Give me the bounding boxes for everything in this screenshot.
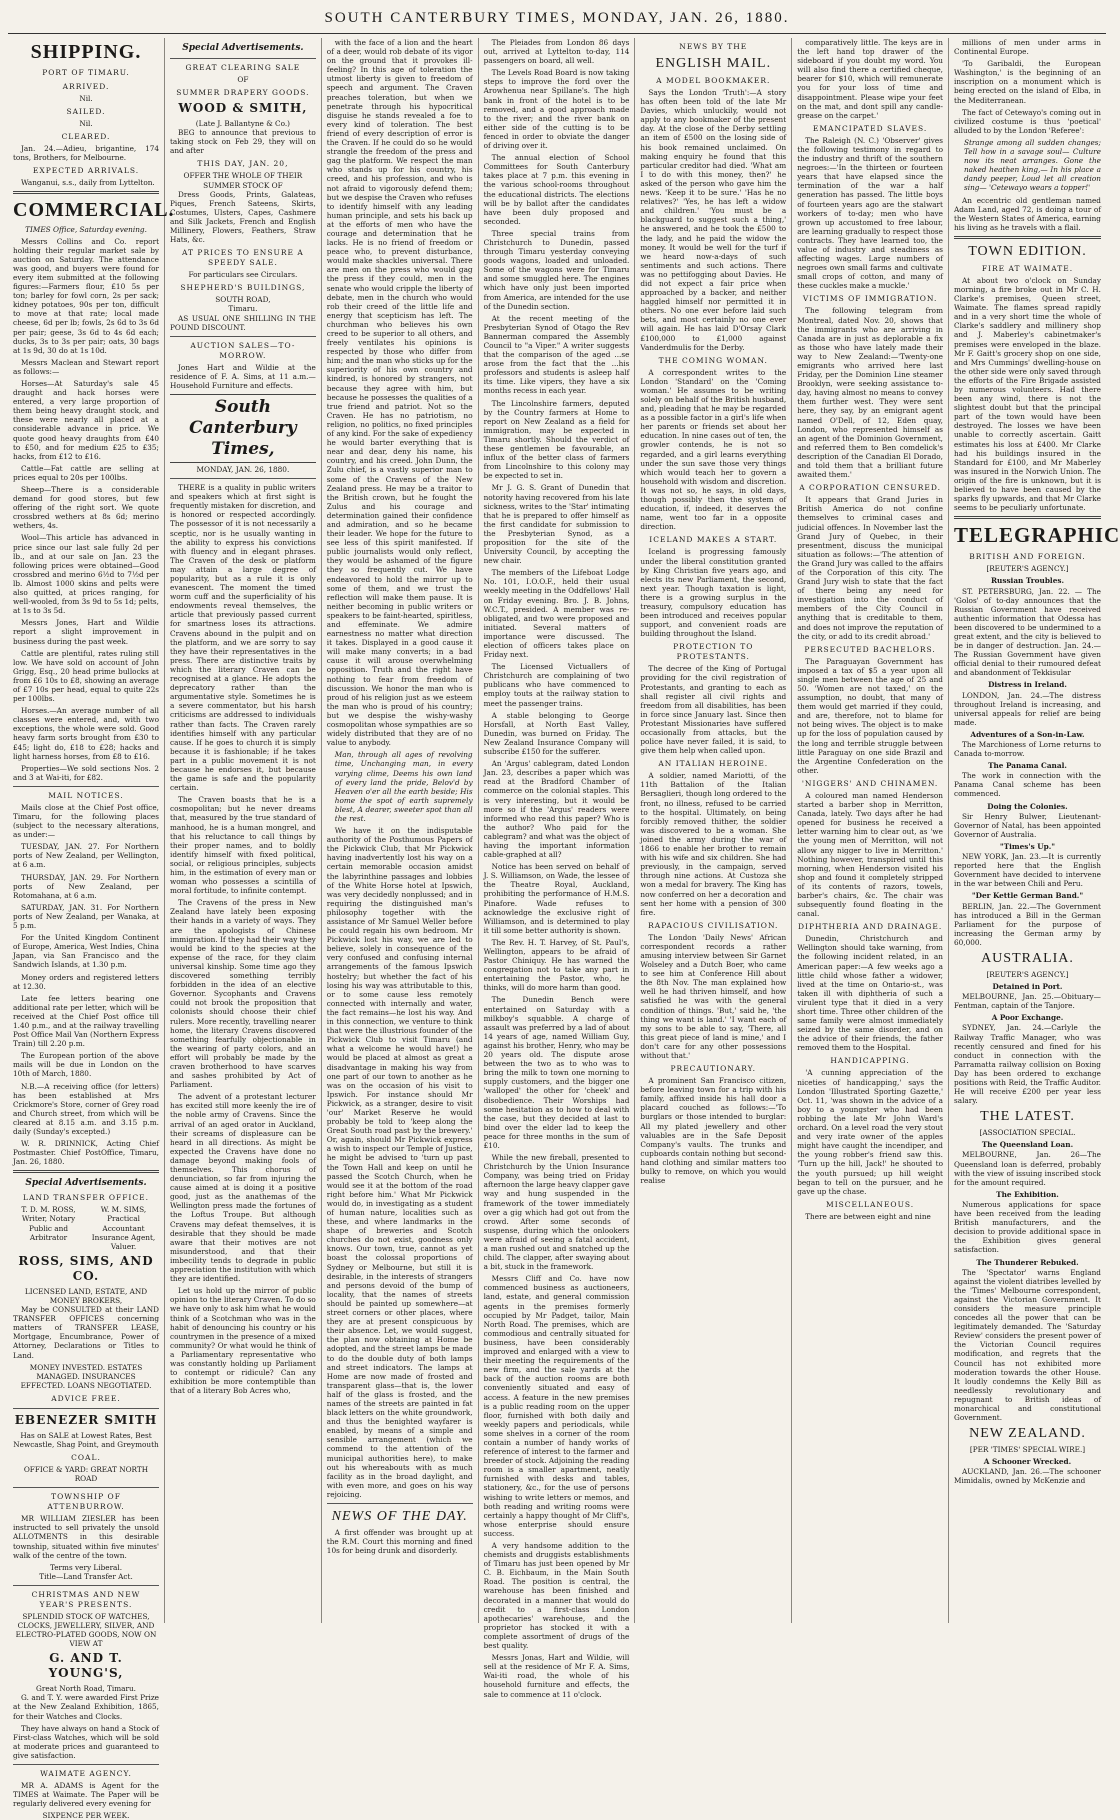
editorial-para: The Craven boasts that he is a cosmopolitan; but he never dreams that, measured by the true standard of manhood, he is a human mongrel, and that his reluctance to call things by their proper names, and to boldly identify himself with fixed political, social, or religious principles, subjects him, in the estimation of every man or woman who possesses a scintilla of moral fortitude, to infinite contempt. (170, 795, 316, 896)
australia-heading: AUSTRALIA. (981, 950, 1074, 966)
news-item: The annual election of School Committees for South Canterbury takes place at 7 p.m. this evening in the various school-rooms throughout the educational districts. The elections will be by ballot after the candidates have been duly proposed and seconded. (483, 153, 630, 226)
column-4 (479, 38, 636, 1699)
news-item: Mr J. G. S. Grant of Dunedin that notority having recovered from his late sickness, writes to the 'Star' intimating that he is prepared to offer himself as the first candidate for submission to the Presbyterian Synod, as a proposition for the site of the University Council, by accepting the new chair. (483, 483, 630, 566)
exchange-heading: A Poor Exchange. (991, 1013, 1064, 1023)
news-item: Messrs Jonas, Hart and Wildie, will sell at the residence of Mr F. A. Sims, Wai-iti road, the whole of his household furniture and effects, the sale to commence at 11 o'clock. (483, 1653, 630, 1699)
misc-heading: MISCELLANEOUS. (826, 1199, 915, 1209)
great-sale: GREAT CLEARING SALE (185, 63, 301, 72)
news-item: A stable belonging to George Horsfall, at North East Valley, Dunedin, was burned on Friday. The New Zealand Insurance Company will subscribe £150 for the sufferer. (483, 710, 630, 757)
news-item: Messrs Cliff and Co. have now commenced business as auctioneers, land, estate, and general commission agents in the premises formerly occupied by Mr Padget, tailor, Main North Road. The premises, which are commodious and centrally situated for business, have been considerably improved and enlarged with a view to their meeting the requirements of the new firm, and the sale yards at the back of the auction rooms are both conveniently situated and easy of access. A feature in the new premises is a public reading room on the upper floor, furnished with both daily and weekly papers and periodicals, while some shelves in a corner of the room contain a number of handy works of reference of interest to the farmer and breeder of stock. Adjoining the reading room is a smaller apartment, neatly furnished with desks and tables, stationery, &c., for the use of persons wishing to write letters or memos, and both reading and writing rooms were certainly a happy thought of Mr Cliff's, whose enterprise should ensure success. (483, 1274, 630, 1538)
paper-date: MONDAY, JAN. 26, 1880. (196, 464, 290, 474)
ross-sub: LICENSED LAND, ESTATE, AND MONEY BROKERS, (24, 1286, 148, 1305)
russian-heading: Russian Troubles. (990, 576, 1064, 586)
persecuted-text: The Paraguayan Government has imposed a tax of $5 a year upon all single men between the age of 25 and 50. 'Women are not taxed,' on the assumption, no doubt, that many of them would get married if they could, and are, therefore, not to blame for not being wives. The object is to make up for the loss of population caused by the long and terrible struggle between little Paraguay on one side Brazil and the Argentine Confederation on the other. (797, 656, 943, 775)
ross-credentials: T. D. M. ROSS, Writer, Notary Public and Arbitrator (21, 1205, 76, 1242)
editorial-para: THERE is a quality in public writers and speakers which at first sight is frequently mistaken for discretion, and is honored or respected accordingly. The possessor of it is not necessarily a sceptic, nor is he usually wanting in the ability to express his convictions with fluency and in elegant phrases. The Craven of the desk or platform may attain a large degree of popularity, but as a rule it is only evanescent. The moment the timed worm cuff and the superficiality of his endowments reveal themselves, the article that previously passed current for smartness loses its attractions. Cravens abound in the pulpit and on the platform, and we are sorry to say they have their representatives in the press. There are distinctive traits by which the literary Craven can be recognised at a glance. He adopts the deprecatory rather than the argumentative style. Sometimes he is a severe commentator, but his harsh criticisms are addressed to individuals rather than facts. The Craven rarely identifies himself with any particular cause. If he goes to church it is simply because it is fashionable; if he takes part in a public movement it is not because he endorses it, but because the game is safe and the popularity certain. (170, 483, 316, 793)
xmas-heading: CHRISTMAS AND NEW YEAR'S PRESENTS. (31, 1589, 141, 1609)
commercial-para: Horses.—An average number of all classes were entered, and, with two exceptions, the whole were sold. Good heavy farm sorts brought from £30 to £45; light do, £18 to £28; hacks and light harness horses, from £8 to £16. (13, 706, 159, 761)
fire-heading: FIRE AT WAIMATE. (981, 263, 1074, 273)
advice-free: ADVICE FREE. (51, 1393, 121, 1403)
english-mail-heading: ENGLISH MAIL. (655, 56, 772, 71)
times-up-text: NEW YORK, Jan. 23.—It is currently reported here that the English Government have decided to intervene in the war between Chili and Peru. (953, 852, 1101, 889)
per-times-wire: [PER 'TIMES' SPECIAL WIRE.] (969, 1445, 1086, 1455)
editorial-para: The advent of a protestant lecturer has excited still more keenly the ire of the noble army of Cravens. Since the arrival of an aged orator in Auckland, their screams of displeasure can be heard in all directions. As might be expected the Cravens have done no damage beyond making fools of themselves. This chorus of denunciation, so far from injuring the cause aimed at is doing it a positive good, just as the anathemas of the Wellington press made the fortunes of the Loftus Troupe. But although Cravens may defeat themselves, it is desirable that they should be made aware that their motives are not misunderstood, and that their imbecility tends to degrade in public appreciation the institution with which they are identified. (170, 1092, 316, 1284)
discount-text: AS USUAL ONE SHILLING IN THE POUND DISCOUNT. (170, 313, 316, 332)
ziesler-text: MR WILLIAM ZIESLER has been instructed to sell privately the unsold ALLOTMENTS in this desirable township, situated within five minutes' walk of the centre of the town. (13, 1514, 159, 1560)
commercial-para: Messrs Collins and Co. report holding their regular market sale by auction on Saturday. The attendance was good, and buyers were found for every item submitted at the following figures:—Farmers flour, £10 5s per ton; barley for fowl corn, 2s per sack; kidney potatoes, 90s per ton, difficult to move at that rate; local made cheese, 6d per lb; fowls, 2s 6d to 3s 6d per pair; geese, 3s 6d to 4s 6d each; ducks, 3s to 3s per pair; oats, 30 bags at 1s 9d, 30 do at 1s 10d. (13, 236, 159, 355)
queensland-heading: The Queensland Loan. (981, 1140, 1074, 1150)
victims-heading: VICTIMS OF IMMIGRATION. (802, 294, 938, 304)
mail-heading: MAIL NOTICES. (48, 790, 124, 800)
italian-text: A soldier, named Mariotti, of the 11th Battalion of the Italian Bersaglieri, though long ordered to the front, no illness, refused to be carried to the hospital. Ultimately, on being forcibly removed thither, the soldier was discovered to be a woman. She joined the army during the war of 1866 to enable her brother to remain with his wife and six children. She had previously, in the campaign, served through nine actions. At Custoza she won a medal for bravery. The King has now conferred on her a decoration and sent her home with a pension of 300 fire. (640, 771, 787, 917)
misc-item: millions of men under arms in Continental Europe. (953, 38, 1101, 57)
young-name: G. AND T. YOUNG'S, (48, 1651, 124, 1681)
coming-woman-heading: THE COMING WOMAN. (658, 355, 768, 365)
arrived-label: ARRIVED. (62, 82, 110, 91)
news-of-the-day-heading: NEWS OF THE DAY. (331, 1509, 468, 1524)
niggers-heading: 'NIGGERS' AND CHINAMEN. (801, 778, 939, 788)
mail-para: W. R. DRINNICK, Acting Chief Postmaster. Chief PostOffice, Timaru, Jan. 26, 1880. (13, 1139, 159, 1167)
ebenezer-name: EBENEZER SMITH (14, 1412, 158, 1427)
divider (954, 236, 1101, 239)
protection-heading: PROTECTION TO PROTESTANTS. (673, 642, 754, 662)
persecuted-heading: PERSECUTED BACHELORS. (804, 644, 936, 654)
this-day: THIS DAY, JAN. 20, (197, 159, 289, 169)
commercial-para: Messrs Maclean and Stewart report as follows:— (13, 357, 159, 376)
association-special: [ASSOCIATION SPECIAL. (979, 1128, 1076, 1138)
ross-sims-name: ROSS, SIMS, AND CO. (18, 1253, 154, 1283)
rapacious-heading: RAPACIOUS CIVILISATION. (648, 920, 779, 930)
beg-text: BEG to announce that previous to taking stock on Feb 29, they will on and after (170, 128, 316, 156)
splendid-stock: SPLENDID STOCK OF WATCHES, CLOCKS, JEWELLERY, SILVER, AND ELECTRO-PLATED GOODS, NOW ON VIEW AT (15, 1611, 157, 1649)
queensland-text: MELBOURNE, Jan. 26—The Queensland loan is deferred, probably with the view of issuing inscribed stock for the amount required. (953, 1150, 1101, 1187)
coming-woman-para: A correspondent writes to the London 'Standard' on the 'Coming woman.' He assumes to be writing solely on behalf of the British husband, and, pleading that he may be regarded as a possible factor in a girl's life when her parents or friends set about her education. In nine cases out of ten, the growler contends, he is not so regarded, and a girl learns everything under the sun save those very things which would teach her to govern a household with wisdom and discretion. It was not so, he says, in old days, though possibly then the system of education, if, indeed, it deserves the name, went too far in a opposite direction. (640, 367, 787, 532)
news-item: Notice has been served on behalf of J. S. Williamson, on Wade, the lessee of the Theatre Royal, Auckland, prohibiting the performance of H.M.S. Pinafore. Wade refuses to acknowledge the exclusive right of Williamson, and is determined to play it till some better authority is shown. (483, 862, 630, 935)
divider (13, 786, 159, 787)
precautionary-text: A prominent San Francisco citizen, before leaving town for a trip with his family, affixed inside his hall door a placard couched as follows:—'To burglars or those intended to burglar: All my plated jewellery and other valuables are in the Safe Deposit Company's vaults. The trunks and cupboards contain nothing but second-hand clothing and similar matters too bulky to remove, on which you would realise (640, 1076, 787, 1186)
summer-drapery: SUMMER DRAPERY GOODS. (176, 88, 310, 98)
land-transfer-heading: LAND TRANSFER OFFICE. (23, 1193, 149, 1203)
misc-item: An eccentric old gentleman named Adam Land, aged 72, is doing a tour of the Western States of America, earning his living as he travels with a flail. (953, 195, 1101, 232)
masthead: SOUTH CANTERBURY TIMES, MONDAY, JAN. 26, 1880. (8, 6, 1106, 34)
distress-heading: Distress in Ireland. (988, 680, 1067, 690)
german-heading: "Der Kettle German Band." (971, 891, 1084, 901)
divider (170, 478, 316, 479)
auction-heading: AUCTION SALES—TO-MORROW. (190, 340, 296, 360)
columns (8, 38, 1120, 1820)
emancipated-heading: EMANCIPATED SLAVES. (812, 123, 928, 133)
new-zealand-heading: NEW ZEALAND. (969, 1426, 1086, 1442)
divider (13, 1170, 159, 1173)
commercial-para: Wool—This article has advanced in price since our last sale fully 2d per lb., and at our sale on Jan. 23 the following prices were obtained—Good crossbred and merino 6½d to 7½d per lb. Almost 1000 skins and pelts were also quitted, at prices ranging, for well-wooled, from 3s 9d to 5s 1d; pelts, at 1s to 3s 5d. (13, 533, 159, 616)
emancipated-text: The Raleigh (N. C.) 'Observer' gives the following testimony in regard to the industry and thrift of the southern negroes:—'In the thirteen or fourteen years that have elapsed since the termination of the war a half generation has passed. The little boys of fourteen years ago are the stalwart workers of to-day; men who have grown up accustomed to free labour, are learning gradually to respect those contracts. They have learned too, the value of industry and steadiness as affecting wages. Large numbers of negroes own small farms and cultivate small crops of cotton, and many of these cuckles make a muckle.' (797, 135, 943, 291)
column-3 (322, 38, 479, 1623)
detained-heading: Detained in Port. (992, 982, 1063, 992)
iceland-heading: ICELAND MAKES A START. (649, 535, 778, 545)
column-1 (8, 38, 175, 1820)
ross-services: MONEY INVESTED. ESTATES MANAGED. INSURANCES EFFECTED. LOANS NEGOTIATED. (20, 1362, 152, 1390)
expected-text: Wanganui, s.s., daily from Lyttelton. (21, 178, 155, 188)
commercial-para: Cattle—Fat cattle are selling at prices equal to 20s per 100lbs. (13, 463, 159, 482)
editorial-para: with the face of a lion and the heart of a deer, would rob debate of its vigor on the ground that it provokes ill-feeling? In this age of toleration the utmost liberty is given to freedom of speech and argument. The Craven preaches toleration, but when we penetrate through his hypocritical disguise he stands revealed a foe to every kind of toleration. The best friend of every description of error is the Craven. If he could do so he would strangle the freedom of the press and gag the platform. We respect the man who stands up for his country, his creed, and his profession, and who is not afraid to vigorously defend them; but we despise the Craven who refuses to identify himself with any leading human principle, and sets his back up at the efforts of men who have the courage and determination that he lacks. He is no friend of freedom or peace who, to prevent disturbance, would make shackles universal. There are men on the press who would gag the press if they could, men in the senate who would cripple the liberty of debate, men in the church who would rob their creed of the little life and energy that scepticism has left. The churchman who believes his own creed to be superior to all others, and freely ventilates his opinions is respected by those who differ from him; and the man who sticks up for the superiority of his own country and kindred, is honored by strangers, not because they agree with him, but because he possesses the qualities of a true friend and patriot. Not so the Craven. He has no patriotism, no religion, no politics, no fixed principles of any kind. For the sake of expediency he would barter everything that is near and dear, deny his name, his country, and his creed. John Dunn, the Zulu chief, is a vastly superior man to some of the Cravens of the New Zealand press. He may be a traitor to the British crown, but he fought the Zulus and his courage and determination gained their confidence and admiration, and so he became their leader. We hope for the future to see less of this spirit manifested. If public journalists would only reflect, they would be ashamed of the figure they so frequently cut. We have endeavored to hold the mirror up to some of them, and we trust the reflection will make them pause. It is neither becoming in public writers or speakers to be faint-hearted, spiritless, and effeminate. We admire earnestness no matter what direction it takes. Displayed in a good cause it will make many converts; in a bad cause it will arouse overwhelming opposition. Truth and the right have nothing to fear from freedom of discussion. We honor the man who is proud of his religion just as we esteem the man who is proud of his country; but we despise the wishy-washy cosmopolitan whose sympathies are so widely distributed that they are of no value to anybody. (326, 38, 473, 748)
coal-heading: COAL. (71, 1453, 101, 1463)
divider (170, 336, 316, 337)
adams-text: MR A. ADAMS is Agent for the TIMES at Waimate. The Paper will be regularly delivered every evening for (13, 1781, 159, 1809)
title-act: Title—Land Transfer Act. (39, 1571, 133, 1581)
detained-text: MELBOURNE, Jan. 25.—Obituary—Fentman, captain of the Tanjore. (953, 992, 1101, 1011)
thunderer-heading: The Thunderer Rebuked. (976, 1257, 1079, 1267)
mail-para: For the United Kingdom Continent of Europe, America, West Indies, China Japan, via San Francisco and the Sandwich Islands, at 1.30 p.m. (13, 933, 159, 970)
news-by-the: NEWS BY THE (679, 42, 748, 51)
commercial-para: Horses—At Saturday's sale 45 draught and hack horses were entered, a very large proportion of them being heavy draught stock, and these were nearly all placed at a considerable advance in price. We quote good heavy draughts from £40 to £50, and for medium £25 to £35; hacks, from £12 to £16. (13, 378, 159, 461)
news-item: The Rev. H. T. Harvey, of St. Paul's, Wellington, appears to be afraid of Pastor Chiniquy. He has warned the congregation not to take any part in entertaining the Pastor, who, he thinks, will do more harm than good. (483, 937, 630, 993)
news-item: The Licensed Victuallers of Christchurch are complaining of two publicans who have commenced to employ touts at the railway station to meet the passenger trains. (483, 662, 630, 708)
special-ads-heading: Special Advertisements. (25, 1178, 147, 1189)
attenburrow-heading: TOWNSHIP OF ATTENBURROW. (47, 1492, 125, 1512)
coal-office: OFFICE & YARD: GREAT NORTH ROAD (23, 1465, 149, 1484)
telegraphic-heading: TELEGRAPHIC (953, 523, 1120, 548)
divider (327, 1503, 473, 1504)
fire-text: At about two o'clock on Sunday morning, a fire broke out in Mr C. H. Clarke's premises, Queen street, Waimate. The flames spread rapidly and in a very short time the whole of Clarke's saddlery and millinery shop and J. Maberley's cabinetmaker's premises were enveloped in the blaze. Mr F. Gaitt's grocery shop on one side, and Mrs Cummings' dwelling-house on the other side were only saved through the efforts of the Fire Brigade assisted by numerous volunteers. Had there been any wind, there is not the slightest doubt but that the principal part of the town would have been destroyed. The losses we have been unable to correctly ascertain. Gaitt estimates his loss at £400. Mr Clarke had his buildings insured in the Standard for £100, and Mr Maberley was insured in the Norwich Union. The origin of the fire is unknown, but it is believed to have been caused by the sparks fly upwards, and that Mr Clarke seems to be peculiarly unfortunate. (953, 275, 1101, 513)
misc-text: There are between eight and nine (805, 1211, 931, 1221)
ebenezer-text: Has on SALE at Lowest Rates, Best Newcastle, Shag Point, and Greymouth (13, 1430, 159, 1449)
column-6 (792, 38, 949, 1623)
exchange-text: SYDNEY, Jan. 24.—Carlyle the Railway Traffic Manager, who was recently censured and fined for his conduct in connection with the Parramatta railway collision on Boxing Day has been ordered to exchange positions with Reid, the Traffic Auditor. He will receive £200 per year less salary. (953, 1023, 1101, 1106)
misc-item: 'To Garibaldi, the European Washington,' is the beginning of an inscription on a monument which is being erected on the island of Elba, in the Mediterranean. (953, 59, 1101, 105)
cleared-label: CLEARED. (61, 132, 111, 142)
shipping-heading: SHIPPING. (30, 41, 142, 63)
sailed-value: Nil. (79, 119, 93, 129)
divider (13, 1487, 159, 1488)
diphtheria-text: Dunedin, Christchurch and Wellington should take warning, from the following incident related, in an American paper:—A few weeks ago a little child whose father a widower, lived at the time on Ontario-st., was taken ill with diphtheria of such a virulent type that it died in a very short time. Three other children of the same family were almost immediately seized by the same disorder, and on the advice of their friends, the father removed them to the Hospital. (797, 934, 943, 1053)
poem: Strange among all sudden changes; Tell how in a savage soul— Culture now its neat arranges. Gone the naked heathen king,— In his place a dandy peeper, Loud let all creation sing— 'Cetewayo wears a topper!' (963, 137, 1101, 193)
victims-text: The following telegram from Montreal, dated Nov. 20, shows that the immigrants who are arriving in Canada are in just as deplorable a fix as those who have lately made their way to New Zealand:—'Twenty-one emigrants who arrived here last Friday, per the Dominion Line steamer Brooklyn, were seeking assistance to-day, having almost no means to convey them further west. They were sent here, they say, by an emigrant agent named O'Dell, of 12, Eden quay, London, who represented himself as an agent of the Dominion Government, and referred them to Ben comdelick's description of the Canadian El Dorado, and told them that a brilliant future awaited them.' (797, 306, 943, 480)
of-label: OF (237, 75, 249, 84)
precautionary-cont: comparatively little. The keys are in the left hand top drawer of the sideboard if you doubt my word. You will also find there a certified cheque, bearer for $10, which will remunerate you for your loss of time and disappointment. Please wipe your feet on the mat, and dont spill any candle-grease on the carpet.' (797, 38, 943, 120)
column-2 (165, 38, 322, 1623)
precautionary-heading: PRECAUTIONARY. (670, 1064, 757, 1074)
editorial-para: Let us hold up the mirror of public opinion to the literary Craven. To do so we have only to ask him what he would think of a Scotchman who was in the habit of denouncing his country or his countrymen in the presence of a mixed community? Or what would he think of a Parliamentary representative who was constantly holding up Parliament to contempt or ridicule? Can any exhibition be more contemptible than that of a literary Bob Acres who, (170, 1286, 316, 1396)
reuters-agency: [REUTER'S AGENCY.] (986, 564, 1069, 574)
mail-para: N.B.—A receiving office (for letters) has been established at Mrs Crickmore's Store, corner of Grey road and Church street, from which will be cleared at 8.15 a.m. and 3.15 p.m. daily (Sunday's excepted.) (13, 1081, 159, 1136)
shepherds-buildings: SHEPHERD'S BUILDINGS, (180, 283, 306, 293)
adventures-text: The Marchioness of Lorne returns to Canada to-morrow. (953, 740, 1101, 759)
commercial-para: Properties—We sold sections Nos. 2 and 3 at Wai-iti, for £82. (13, 763, 159, 782)
arrived-value: Nil. (79, 94, 93, 103)
italian-heading: AN ITALIAN HEROINE. (658, 759, 769, 769)
mail-para: TUESDAY, JAN. 27. For Northern ports of New Zealand, per Wellington, at 6 a.m. (13, 842, 159, 870)
timaru: Timaru. (228, 304, 258, 314)
colonies-heading: Doing the Colonies. (987, 801, 1068, 811)
distress-text: LONDON, Jan. 24.—The distress throughout Ireland is increasing, and universal appeals for relief are being made. (953, 690, 1101, 727)
commercial-para: Sheep—There is a considerable demand for good stores, but few offering of the right sort. We quote crossbred wethers at 8s 6d; merino wethers, 4s. (13, 485, 159, 531)
circulars: For particulars see Circulars. (188, 270, 298, 280)
divider (13, 1585, 159, 1586)
news-item: The Levels Road Board is now taking steps to improve the ford over the Arowhenua near Spillane's. The high bank in front of the hotel is to be removed, and a good approach made to the river; and the river bank on either side of the cutting is to be fenced in order to obviate the danger of driving over it. (483, 68, 630, 151)
model-bookmaker-heading: A MODEL BOOKMAKER. (656, 76, 771, 85)
mail-para: Late fee letters bearing one additional rate per letter, which will be received at the Chief Post office till 1.40 p.m., and at the railway travelling Post Office Mail Van (Northern Express Train) till 2.20 p.m. (13, 993, 159, 1049)
mail-para: SATURDAY, JAN. 31. For Northern ports of New Zealand, per Wanaka, at 5 p.m. (13, 902, 159, 931)
commercial-para: Cattle are plentiful, rates ruling still low. We have sold on account of John Grigg, Esq., 20 head prime bullocks at from £6 10s to £8, showing an average of £7 10s per head, equal to quite 22s per 100lbs. (13, 648, 159, 704)
sixpence: SIXPENCE PER WEEK. (42, 1811, 130, 1820)
editorial-para: We have it on the indisputable authority of the Posthumous Papers of the Pickwick Club, that Mr Pickwick having inadvertently lost his way on a certain memorable occasion amidst the labyrinthine passages and lobbies of the White Horse hotel at Ipswich, was very decidedly nonplussed; and in requiring the distinguished man's philosophy together with the assistance of Mr Samuel Weller before he could regain his own bedroom. Mr Pickwick lost his way, we are led to believe, solely in consequence of the very confused and confusing internal arrangements of the famous Ipswich hostelry; but whether the fact of his losing his way was attributable to this, or to some cause less remotely connected with internally and water, the fact remains—he lost his way. And in this connection, we venture to think that were the illustrious founder of the Pickwick Club to visit Timaru (and what a welcome he would have!) he would be placed at almost as great a disadvantage in making his way from one part of our town to another as he was on the occasion of his visit to Ipswich. For instance should Mr Pickwick, as a stranger, desire to visit 'our' Market Reserve he would probably be told to 'keep along the Great South road past by the brewery.' Or, again, should Mr Pickwick express a wish to inspect our Temple of Justice, he might be advised to 'turn up past the Town Hall and keep on until he passed the Scotch Church, when he would see it at the bottom of the road right before him.' What Mr Pickwick would do, in investigating as a student of human nature, localities such as these, and where landmarks in the shape of breweries and Scotch churches do not exist, goodness only knows. Our town, true, cannot as yet boast the colossal proportions of Sydney or Melbourne, but still it is desirable, in the interests of strangers and persons devoid of the bump of locality, that the names of streets should be painted up somewhere—at street corners or other places, where they are at present conspicuous by their absence. Let, we would suggest, the plan now obtaining at Home be adopted, and the street lamps be made to do the double duty of both lamps and street indicators. The lamps at Home are now made of frosted and transparent glass—that is, the lower half of the glass is frosted, and the names of the streets are painted in fat black letters on the white groundwork, and thus the benighted wayfarer is enabled, by means of a simple and sensible arrangement (which we commend to the attention of the municipal authorities here), to make out his whereabouts with as much facility as in the broad daylight, and with even more, and goes on his way rejoicing. (326, 826, 473, 1499)
ross-sims-header (13, 1205, 159, 1250)
mail-para: THURSDAY, JAN. 29. For Northern ports of New Zealand, per Rotomahana, at 6 a.m. (13, 872, 159, 900)
adventures-heading: Adventures of a Son-in-Law. (970, 729, 1085, 739)
protection-text: The decree of the King of Portugal providing for the civil registration of Protestants, and granting to each as shall register all civil rights and freedom from all disabilities, has been in force since January last. Since then Protestant Missionaries have suffered occasionally from attacks, but the police have never failed, it is said, to give them help when called upon. (640, 664, 787, 756)
news-item: An 'Argus' cablegram, dated London Jan. 23, describes a paper which was read at the Bradford Chamber of commerce on the colonial staples. This is very interesting, but it would be more so if the 'Argus' readers were informed who read this paper? Who is the author? Who paid for the cablegram? and what was the object of having the important information cable-graphed at all? (483, 759, 630, 860)
divider (954, 516, 1101, 519)
news-item: At the recent meeting of the Presbyterian Synod of Otago the Rev Bannerman compared the Assembly Council to "a Viper." A writer suggests that the comparison of the aged ...se arose from the fact that the ...his professors and students is asleep half its time. Like vipers, they have a six months recess in each year. (483, 313, 630, 396)
iceland-text: Iceland is progressing famously under the liberal constitution granted by King Christian five years ago, and elects its new Parliament, the second, next year. Though taxation is light, there is a growing surplus in the treasury, compulsory education has been introduced and receives popular support, and convenient roads are building throughout the Island. (640, 547, 787, 639)
news-item: A very handsome addition to the chemists and druggists establishments of Timaru has just been opened by Mr C. B. Eichbaum, in the Main South Road. The position is central, the warehouse has been finished and decorated in a manner that would do credit to a first-class London apothecaries' warehouse, and the proprietor has stocked it with a complete assortment of drugs of the best quality. (483, 1541, 630, 1651)
special-ads-heading: Special Advertisements. (182, 43, 304, 53)
news-item: Three special trains from Christchurch to Dunedin, passed through Timaru yesterday conveying goods wagons, loaded and unloaded. Some of the wagons were for Timaru and some smuggled here. The engines which have only just been imported from America, are intended for the use of the Dunedin section. (483, 228, 630, 311)
young-text: G. and T. Y. were awarded First Prize at the New Zealand Exhibition, 1865, for their Watches and Clocks. (13, 1693, 159, 1721)
divider (13, 1764, 159, 1765)
column-7 (949, 38, 1120, 1623)
divider (13, 191, 159, 194)
thunderer-text: The 'Spectator' warns England against the violent diatribes levelled by the 'Times' Melbourne correspondent, against the Victorian Government. It considers the measure principle concedes all the power that can be legitimately demanded. The 'Saturday Review' considers the present power of the Victorian Council requires modification, and regrets that the Council has not exhibited more moderation towards the other House. It loudly condemns the Kelly Bill as needlessly revolutionary and repugnant to British ideas of monarchical and constitutional Government. (953, 1267, 1101, 1423)
wood-smith-name: WOOD & SMITH, (178, 101, 308, 116)
divider (170, 58, 316, 59)
russian-text: ST. PETERSBURG, Jan. 22. — The 'Golos' of to-day announces that the Russian Government have received authentic information that Odessa has been discovered to be undermined to a great extent, and the city is believed to be in danger of destruction. Jan. 24.—The Russian Government have given official denial to their rumoured defeat and abandonment of Tekkisular (953, 586, 1101, 678)
commercial-dateline: TIMES Office, Saturday evening. (25, 225, 147, 235)
sailed-label: SAILED. (66, 107, 106, 117)
news-item: The Pleiades from London 86 days out, arrived at Lyttelton to-day, 114 passengers on board, all well. (483, 38, 630, 66)
corporation-heading: A CORPORATION CENSURED. (799, 483, 941, 493)
young-address: Great North Road, Timaru. (36, 1684, 136, 1694)
commercial-para: Messrs Jones, Hart and Wildie report a slight improvement in business during the past week. (13, 618, 159, 646)
terms: Terms very Liberal. (49, 1562, 123, 1572)
handicapping-heading: HANDICAPPING. (830, 1056, 910, 1066)
misc-item: The fact of Cetewayo's coming out in civilized costume is thus 'poetical' alluded to by the London 'Referee': (953, 107, 1101, 135)
goods-list: Dress Goods, Prints, Galateas, Piques, French Sateens, Skirts, Costumes, Ulsters, Capes, Cashmere and Silk Jackets, French and English Millinery, Flowers, Feathers, Straw Hats, &c. (170, 189, 316, 245)
times-up-heading: "Times's Up." (999, 841, 1056, 851)
diphtheria-heading: DIPHTHERIA AND DRAINAGE. (797, 922, 943, 932)
colonies-text: Sir Henry Bulwer, Lieutenant-Governor of Natal, has been appointed Governor of Australia. (953, 811, 1101, 839)
offer-text: OFFER THE WHOLE OF THEIR SUMMER STOCK OF (183, 171, 303, 190)
poem: Man, through all ages of revolving time, Unchanging man, in every varying clime, Deems his own land of every land the pride, Belov'd by Heaven o'er all the earth beside; His home the spot of earth supremely blest, A dearer, sweeter spot than all the rest. (334, 750, 473, 823)
auction-text: Jones Hart and Wildie at the residence of F. A. Sims, at 11 a.m.—Household Furniture and effects. (170, 362, 316, 390)
waimate-agency-heading: WAIMATE AGENCY. (40, 1769, 132, 1779)
handicapping-text: 'A cunning appreciation of the niceties of handicapping,' says the London 'Illustrated Sporting Gazette,' Oct. 11, 'was shown in the advice of a boy to a youngster who had been robbing the late Mr John Ward's orchard. On a level road the very stout and very irate owner of the apples might have caught the incendiper, and the young robber's friend saw this. 'Turn up the hill, Jack!' he shouted to the youth pursued; up hill weight began to tell on the pursuer, and he gave up the chase. (797, 1068, 943, 1196)
expected-label: EXPECTED ARRIVALS. (32, 166, 140, 176)
column-5 (635, 38, 792, 1623)
prices-text: AT PRICES TO ENSURE A SPEEDY SALE. (182, 248, 304, 268)
commercial-heading: COMMERCIAL. (13, 199, 175, 222)
panama-text: The work in connection with the Panama Canal scheme has been commenced. (953, 771, 1101, 799)
town-edition-heading: TOWN EDITION. (968, 243, 1087, 259)
mail-para: The European portion of the above mails will be due in London on the 10th of March, 1880. (13, 1051, 159, 1079)
news-text: A first offender was brought up at the R.M. Court this morning and fined 10s for being drunk and disorderly. (326, 1528, 473, 1556)
exhibition-heading: The Exhibition. (996, 1189, 1059, 1199)
schooner-heading: A Schooner Wrecked. (983, 1457, 1072, 1467)
divider (13, 1408, 159, 1409)
rapacious-text: The London 'Daily News' African correspondent records a rather amusing interview between Sir Garnet Wolseley and a Dutch Boer, who came to see him at Conference Hill about the 8th Nov. The man explained how well he had thriven himself, and how satisfied he was with the general condition of things. 'But,' said he, 'the thing we want is land.' 'I want each of my sons to be able to say, 'There, all this great piece of land is mine,' and I don't care for any other possessions without that.' (640, 932, 787, 1060)
exhibition-text: Numerous applications for space have been received from the leading British manufacturers, and the decision to provide additional space in the Exhibition gives general satisfaction. (953, 1199, 1101, 1255)
port-heading: PORT OF TIMARU. (42, 68, 130, 77)
niggers-text: A coloured man named Henderson started a barber shop in Merritton, Canada, lately. Two days after he had opened for business he received a letter warning him to clear out, as 'we the young men of Merritton, will not allow any nigger to live in Merritton.' Nothing however, transpired until this morning, when Henderson visited his shop and found it completely stripped of its contents of razors, towels, barber's chairs, &c. The chair was subsequently found floating in the canal. (797, 790, 943, 919)
young-text-2: They have always on hand a Stock of First-class Watches, which will be sold at moderate prices and guaranteed to give satisfaction. (13, 1723, 159, 1760)
panama-heading: The Panama Canal. (988, 761, 1067, 771)
south-road: SOUTH ROAD, (215, 295, 271, 305)
news-item: The Dunedin Bench were entertained on Saturday with a milkboy's squabble. A charge of assault was preferred by a lad of about 14 years of age, named William Guy, against his brother, Henry, who may be 20 years old. The dispute arose between the two as to who was to bring the milk to town one morning to supply customers, and the bigger one 'walloped' the other for 'cheek' and disobedience. Their Worships had some hesitation as to how to deal with the case, but they decided at last to bind over the elder lad to keep the peace for three months in the sum of £10. (483, 995, 630, 1150)
editorial-para: The Cravens of the press in New Zealand have lately been exposing their hands in a variety of ways. They are the apologists of Chinese immigration. If they had their way they would be kind to the species at the expense of the race, for they claim universal kinship. Some time ago they discovered something terribly forbidden in the idea of an elective Governor. Sycophants and Cravens could not brook the proposition that colonists should choose their chief rulers. More recently, travelling nearer home, the literary Cravens discovered something fearfully objectionable in the wearing of party colors, and an effort will probably be made by the craven brotherhood to have scarves and sashes prohibited by Act of Parliament. (170, 898, 316, 1090)
news-item: The Lincolnshire farmers, deputed by the Country farmers at Home to report on New Zealand as a field for immigration, may be expected in Timaru shortly. Should the verdict of these gentlemen be favourable, an influx of the better class of farmers from Lincolnshire to this colony may be expected to set in. (483, 398, 630, 481)
wood-smith-sub: (Late J. Ballantyne & Co.) (195, 119, 291, 129)
latest-heading: THE LATEST. (980, 1109, 1075, 1125)
schooner-text: AUCKLAND, Jan. 26.—The schooner Mimidalis, owned by McKenzie and (953, 1467, 1101, 1486)
cleared-text: Jan. 24.—Adieu, brigantine, 174 tons, Brothers, for Melbourne. (13, 144, 159, 163)
mail-para: Mails close at the Chief Post office, Timaru, for the following places (subject to the necessary alterations, as under:— (13, 802, 159, 840)
german-text: BERLIN, Jan. 22.—The Government has introduced a Bill in the German Parliament for the purpose of increasing the German army by 60,000. (953, 901, 1101, 947)
paper-title: South Canterbury Times, (170, 394, 316, 463)
news-item: While the new fireball, presented to Christchurch by the Union Insurance Company, was being tried on Friday afternoon the large heavy clapper gave way and hung suspended in the framework of the tower immediately over a gig which had got out from the crowd. After some seconds of suspense, during which the onlookers were afraid of seeing a fatal accident, a man rushed out and snatched up the child. The clapper, after swaying about a bit, stuck in the framework. (483, 1153, 630, 1272)
corporation-text: It appears that Grand Juries in British America do not confine themselves to criminal cases and judicial offences. In November last the Grand Jury of Quebec, in their presentment, discuss the municipal situation as follows:—'The attention of the Grand Jury was called to the affairs of the Corporation of this city. The Grand Jury wish to state that the fact of there being any need for investigation into the conduct of members of the City Council in anything that is creditable to them, and does not improve the reputation of the city, or add to its credit abroad.' (797, 495, 943, 641)
ross-text: May be CONSULTED at their LAND TRANSFER OFFICES concerning matters of TRANSFER LEASE, Mortgage, Encumbrance, Power of Attorney, Declarations or Titles to Land. (13, 1305, 159, 1360)
mail-para: Money orders and registered letters at 12.30. (13, 972, 159, 991)
bookmaker-para: Says the London 'Truth':—A story has often been told of the late Mr Davies, which unluckily, would not apply to any bookmaker of the present day. At the close of the Derby settling an item of £500 on the losing side of his book remained unclaimed. On making enquiry he found that this particular creditor had died. 'What am I to do with this money, then?' he asked of the person who gave him the news. 'Keep it to be sure.' 'Has he no relatives?' 'Yes, he has left a widow and children.' 'You must be a blackguard to suggest such a thing,' he answered, and he took the £500 to the lady, and he paid the widow the money. It would be well for the turf if we heard now-a-days of such sentiments and such actions. There was no pettifogging about Davies. He did not expect a fair price when approached by a backer, and neither haggled himself nor permitted it in others. No one ever before laid such bets, and most certainly no one ever will again. He has laid D'Orsay Clark £100,000 to £1,000 against Vanderdmulis for the Derby. (640, 88, 787, 352)
news-item: The members of the Lifeboat Lodge No. 101, I.O.O.F., held their usual weekly meeting in the Oddfellows' Hall on Friday evening. Bro. J. B. Johns, W.C.T., presided. A member was re-obligated, and two were proposed and initiated. Several matters of importance were discussed. The election of officers takes place on Friday next. (483, 568, 630, 660)
reuters-agency: [REUTER'S AGENCY.] (986, 969, 1069, 979)
british-foreign-heading: BRITISH AND FOREIGN. (969, 552, 1086, 562)
sims-credentials: W. M. SIMS, Practical Accountant Insurance Agent, Valuer. (91, 1205, 156, 1251)
